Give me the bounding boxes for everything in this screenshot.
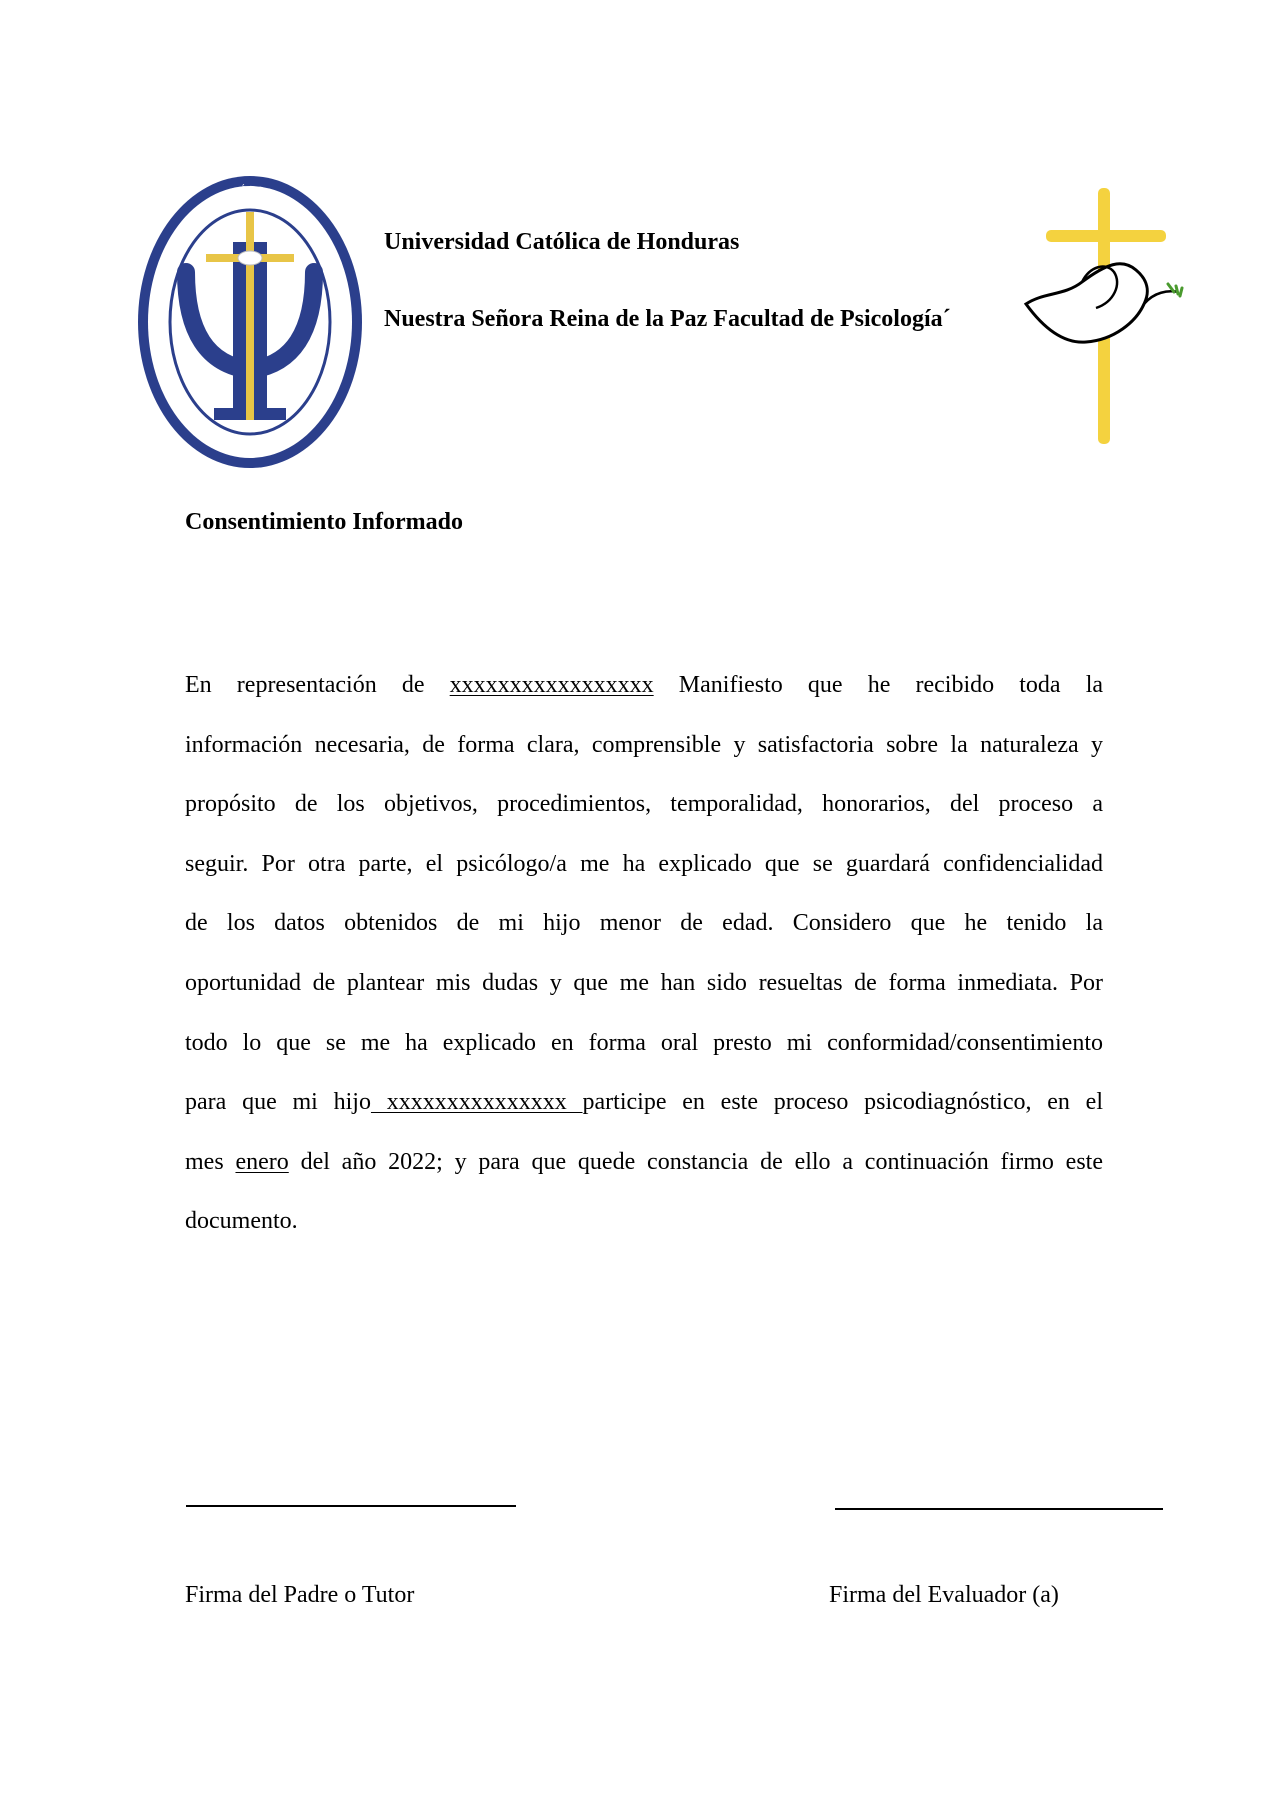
body-line: de los datos obtenidos de mi hijo menor de edad. Considero que he tenido la	[185, 910, 1103, 937]
child-name-blank: xxxxxxxxxxxxxxx	[370, 1089, 583, 1116]
body-line: seguir. Por otra parte, el psicólogo/a me ha explicado que se guardará confidencialidad	[185, 850, 1103, 877]
body-line: todo lo que se me ha explicado en forma oral presto mi conformidad/consentimiento	[185, 1029, 1103, 1056]
body-text-segment: del año 2022; y para que quede constancia de ello a continuación firmo este	[300, 1148, 1103, 1175]
svg-text:FACULTAD DE PSICOLOGÍA: FACULTAD DE PSICOLOGÍA	[191, 417, 309, 455]
body-line: información necesaria, de forma clara, comprensible y satisfactoria sobre la naturaleza y	[185, 731, 1103, 758]
month-value: enero	[235, 1148, 289, 1175]
body-text-segment: participe en este proceso psicodiagnóstico, en el	[582, 1089, 1104, 1116]
parent-signature-label: Firma del Padre o Tutor	[185, 1582, 415, 1608]
body-text-segment: para que mi hijo	[185, 1089, 371, 1116]
body-text-segment: mes	[185, 1148, 224, 1175]
representative-name-blank: xxxxxxxxxxxxxxxxx	[449, 672, 654, 698]
evaluator-signature-label: Firma del Evaluador (a)	[829, 1582, 1059, 1608]
university-name: Universidad Católica de Honduras	[384, 229, 740, 255]
body-line: oportunidad de plantear mis dudas y que me han sido resueltas de forma inmediata. Por	[185, 969, 1103, 996]
body-line	[185, 1133, 1103, 1193]
body-line	[185, 1073, 1103, 1133]
body-line	[185, 656, 1103, 716]
svg-text:UNIVERSIDAD CATÓLICA DE HONDUR: UNIVERSIDAD CATÓLICA DE HONDURAS	[156, 183, 344, 291]
body-line: propósito de los objetivos, procedimientos, temporalidad, honorarios, del proceso a	[185, 791, 1103, 818]
university-seal-logo	[134, 172, 366, 472]
body-line: documento.	[185, 1208, 298, 1235]
evaluator-signature-line	[835, 1508, 1163, 1510]
body-text-segment: Manifiesto que he recibido toda la	[678, 672, 1104, 698]
body-text-segment: En representación de	[185, 672, 425, 698]
consent-body	[185, 656, 1103, 1252]
dove-cross-logo	[1022, 188, 1194, 444]
parent-signature-line	[186, 1505, 516, 1507]
faculty-name: Nuestra Señora Reina de la Paz Facultad de Psicología´	[384, 306, 951, 332]
document-title: Consentimiento Informado	[185, 509, 464, 535]
